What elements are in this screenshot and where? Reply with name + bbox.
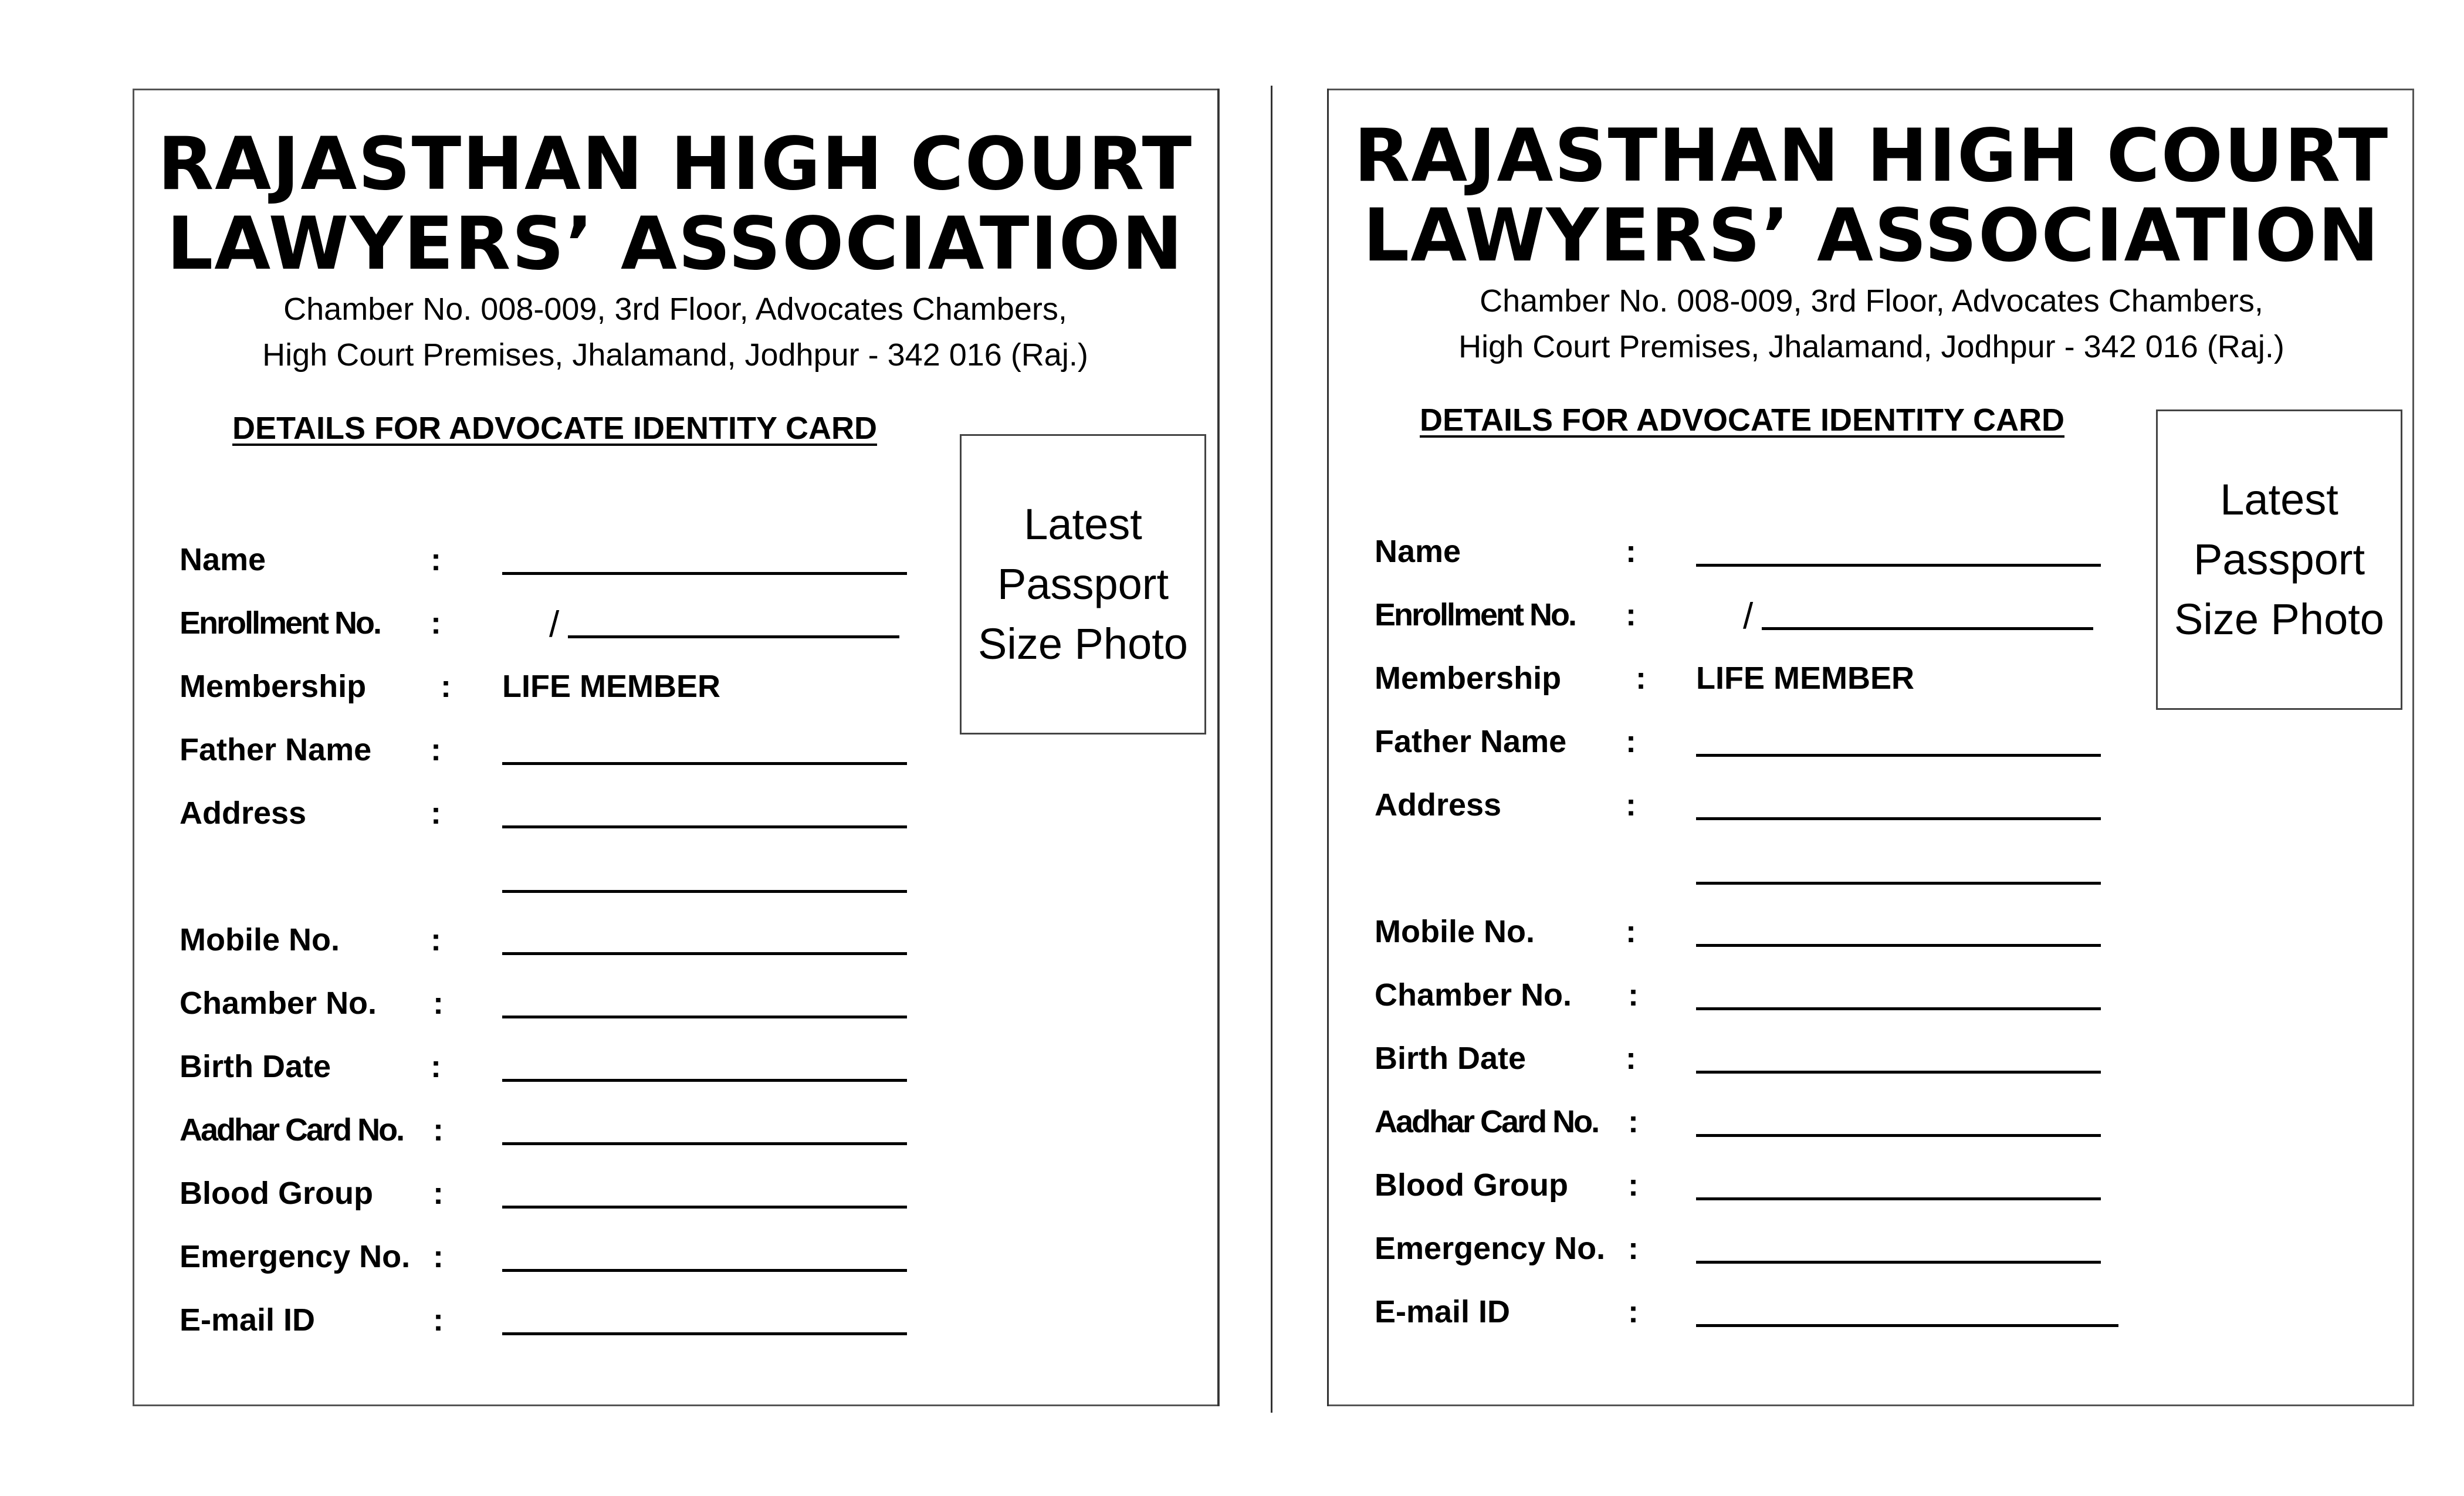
address-input-line[interactable]: [1696, 817, 2101, 820]
field-label: Father Name: [1375, 724, 1567, 759]
field-aadhar: [1375, 1104, 2255, 1145]
field-father-name: [1375, 723, 2255, 764]
address-input-line[interactable]: [502, 825, 907, 828]
right-card: [1329, 90, 2414, 1406]
field-label: E-mail ID: [1375, 1294, 1511, 1329]
field-label: Aadhar Card No.: [1375, 1104, 1599, 1139]
field-colon: :: [1626, 787, 1636, 823]
name-input-line[interactable]: [502, 572, 907, 575]
form-heading: DETAILS FOR ADVOCATE IDENTITY CARD: [232, 411, 878, 446]
address-line1: Chamber No. 008-009, 3rd Floor, Advocates Chambers,: [283, 292, 1067, 327]
field-blood-group: [1375, 1167, 2255, 1208]
left-card: [133, 90, 1218, 1406]
field-label: Mobile No.: [1375, 914, 1535, 949]
field-address: [1375, 787, 2255, 828]
field-label: Birth Date: [1375, 1041, 1527, 1076]
field-chamber: [1375, 977, 2255, 1018]
field-label: Emergency No.: [180, 1239, 411, 1274]
birth-date-input-line[interactable]: [1696, 1071, 2101, 1074]
father-name-input-line[interactable]: [502, 762, 907, 765]
field-colon: :: [433, 1112, 444, 1148]
field-email: [1375, 1294, 2255, 1335]
address-line2: High Court Premises, Jhalamand, Jodhpur - 342 016 (Raj.): [1458, 329, 2284, 364]
photo-box-label: Latest Passport Size Photo: [2174, 475, 2384, 644]
mobile-input-line[interactable]: [502, 952, 907, 955]
field-colon: :: [431, 796, 441, 831]
enrollment-slash: /: [1743, 596, 1754, 637]
field-label: Enrollment No.: [1375, 597, 1576, 632]
field-mobile: [180, 922, 1060, 963]
field-mobile: [1375, 913, 2255, 955]
address-line1: Chamber No. 008-009, 3rd Floor, Advocates Chambers,: [1480, 283, 2263, 319]
chamber-input-line[interactable]: [502, 1016, 907, 1018]
field-colon: :: [1626, 597, 1636, 632]
field-colon: :: [1636, 661, 1646, 696]
membership-value: LIFE MEMBER: [1696, 661, 1914, 696]
chamber-input-line[interactable]: [1696, 1007, 2101, 1010]
field-emergency: [180, 1238, 1060, 1280]
cut-line-divider: [1271, 86, 1272, 1413]
field-colon: :: [1628, 1294, 1639, 1329]
field-colon: :: [431, 1049, 441, 1084]
emergency-input-line[interactable]: [502, 1269, 907, 1272]
field-label: Emergency No.: [1375, 1231, 1606, 1266]
field-label: Chamber No.: [180, 986, 377, 1021]
field-label: Birth Date: [180, 1049, 331, 1084]
field-colon: :: [431, 605, 441, 641]
photo-box-label: Latest Passport Size Photo: [978, 500, 1188, 668]
field-label: Blood Group: [180, 1176, 373, 1211]
address-line2: High Court Premises, Jhalamand, Jodhpur - 342 016 (Raj.): [262, 337, 1088, 373]
blood-group-input-line[interactable]: [1696, 1197, 2101, 1200]
field-colon: :: [431, 922, 441, 957]
field-label: Father Name: [180, 732, 372, 767]
field-label: Name: [180, 542, 266, 577]
field-colon: :: [431, 542, 441, 577]
field-father-name: [180, 732, 1060, 773]
field-birth-date: [1375, 1040, 2255, 1081]
field-colon: :: [433, 1176, 444, 1211]
address-input-line-2[interactable]: [502, 890, 907, 893]
aadhar-input-line[interactable]: [1696, 1134, 2101, 1137]
field-colon: :: [433, 1239, 444, 1274]
membership-value: LIFE MEMBER: [502, 669, 720, 704]
field-label: E-mail ID: [180, 1302, 316, 1338]
field-membership: [1375, 660, 2255, 701]
enrollment-slash: /: [549, 604, 560, 645]
father-name-input-line[interactable]: [1696, 754, 2101, 757]
field-membership: [180, 668, 1060, 709]
field-chamber: [180, 985, 1060, 1026]
field-blood-group: [180, 1175, 1060, 1216]
name-input-line[interactable]: [1696, 564, 2101, 567]
enrollment-input-line[interactable]: [1762, 627, 2093, 630]
field-label: Blood Group: [1375, 1167, 1568, 1203]
field-birth-date: [180, 1048, 1060, 1089]
field-enrollment: [1375, 597, 2255, 638]
field-colon: :: [1626, 1041, 1636, 1076]
association-title-line1: RAJASTHAN HIGH COURT: [1353, 114, 2389, 198]
field-emergency: [1375, 1230, 2255, 1271]
field-colon: :: [1626, 534, 1636, 569]
blood-group-input-line[interactable]: [502, 1206, 907, 1209]
email-input-line[interactable]: [502, 1332, 907, 1335]
mobile-input-line[interactable]: [1696, 944, 2101, 947]
field-label: Aadhar Card No.: [180, 1112, 404, 1148]
field-colon: :: [1626, 914, 1636, 949]
field-colon: :: [433, 1302, 444, 1338]
field-label: Chamber No.: [1375, 977, 1572, 1013]
field-colon: :: [1628, 1104, 1639, 1139]
field-colon: :: [1626, 724, 1636, 759]
field-label: Address: [180, 796, 307, 831]
field-colon: :: [1628, 977, 1639, 1013]
enrollment-input-line[interactable]: [568, 635, 899, 638]
association-title-line1: RAJASTHAN HIGH COURT: [157, 122, 1193, 207]
birth-date-input-line[interactable]: [502, 1079, 907, 1082]
address-input-line-2[interactable]: [1696, 882, 2101, 885]
field-label: Enrollment No.: [180, 605, 381, 641]
field-label: Name: [1375, 534, 1461, 569]
field-name: [180, 541, 1060, 583]
field-colon: :: [431, 732, 441, 767]
field-colon: :: [1628, 1167, 1639, 1203]
form-heading: DETAILS FOR ADVOCATE IDENTITY CARD: [1420, 402, 2065, 438]
field-email: [180, 1302, 1060, 1343]
field-name: [1375, 533, 2255, 574]
field-colon: :: [441, 669, 451, 704]
field-aadhar: [180, 1112, 1060, 1153]
field-label: Mobile No.: [180, 922, 340, 957]
field-colon: :: [433, 986, 444, 1021]
emergency-input-line[interactable]: [1696, 1261, 2101, 1264]
field-colon: :: [1628, 1231, 1639, 1266]
aadhar-input-line[interactable]: [502, 1142, 907, 1145]
field-label: Address: [1375, 787, 1502, 823]
field-address: [180, 795, 1060, 836]
field-label: Membership: [180, 669, 367, 704]
field-label: Membership: [1375, 661, 1562, 696]
field-enrollment: [180, 605, 1060, 646]
email-input-line[interactable]: [1696, 1324, 2118, 1327]
association-title-line2: LAWYERS’ ASSOCIATION: [1363, 194, 2380, 278]
association-title-line2: LAWYERS’ ASSOCIATION: [167, 202, 1184, 286]
